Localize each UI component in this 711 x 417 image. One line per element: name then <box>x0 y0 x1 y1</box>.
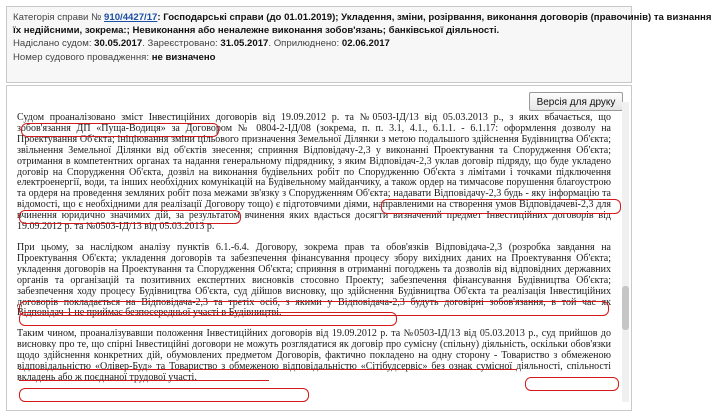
paragraph-3 <box>17 329 611 384</box>
paragraph-2 <box>17 243 611 319</box>
case-info-panel <box>6 6 711 83</box>
p2-line: Будівництва Об'єкта; забезпечення ходу процесу Будівництва Об'єкта, суд дійшов висновку, що здійснення Будівництва Об'єкта та <box>17 274 611 297</box>
p2-line: від відповідних державних органів та організацій та позитивних експертних висновків стосовно Проекту; забезпечення фінансування <box>17 263 612 286</box>
p3-line: обмеженою відповідальністю «Олівер-Буд» та Товариство з обмеженою відповідальністю «Сітібудсервіс» без ознак сумісної <box>17 350 611 373</box>
category-separator: : <box>157 12 164 23</box>
scrollbar-thumb[interactable] <box>622 286 629 330</box>
dates-line <box>13 37 625 50</box>
p1-line: Об'єкта; отримання в компетентних органах та надання генеральному підряднику, з яким Відповідач-2,3 уклав договір підряду, що <box>17 144 611 167</box>
p1-line: Інвестиційних договорів від 19.09.2012 р. та №0503-ІД/13 від 05.03.2013 р. <box>17 210 612 233</box>
category-line-2 <box>13 24 625 37</box>
p1-line: Об'єкта; звільнення Земельної Ділянки від об'єктів знесення; сприяння Відповідачу-2,3 у виконанні Проектування та Спорудження <box>17 133 611 156</box>
published-label: . Оприлюднено: <box>268 38 342 50</box>
category-text-1: Господарські справи (до 01.01.2019); Укладення, зміни, розірвання, виконання договорів (правочинів) та визнання <box>163 12 711 23</box>
p2-line: Проектування Об'єкта; укладення договорів та забезпечення фінансування процесу збору вихідних даних на <box>17 252 507 264</box>
p3-line: до висновку про те, що спірні Інвестиційні договори не можуть розглядатися як договір про сумісну (спільну) діяльність, оскільки <box>17 328 611 351</box>
p3-line: Таким чином, проаналізувавши положення Інвестиційних договорів від 19.09.2012 р. та №0503-ІД/13 від 05.03.2013 р., суд прийшов <box>17 328 598 340</box>
p2-line: Проектування Об'єкта; укладення договорів на Проектування та Спорудження Об'єкта; сприяння в отриманні погоджень та дозволів <box>17 252 612 275</box>
category-line-1 <box>13 11 711 24</box>
p1-line: підключення електроенергії, води, та інших необхідних комунікацій на Будівельному майданчику, а також ордер на тимчасове <box>17 166 612 189</box>
published-date: 02.06.2017 <box>341 38 390 50</box>
vertical-scrollbar[interactable] <box>622 102 629 402</box>
p1-line: Проектування Об'єкта; ініціювання зміни цільового призначення Земельної Ділянки з метою подальшого здійснення Будівництва <box>17 133 574 145</box>
p3-line: обов'язки щодо здійснення конкретних дій, обумовлених предметом Договорів, фактично покладено на одну сторону - Товариство з <box>17 339 611 362</box>
category-text-2: їх недійсними, зокрема:; Невиконання або неналежне виконання зобов'язань; банківської діяльності. <box>13 25 500 37</box>
p1-line: Судом проаналізовано зміст Інвестиційних договорів від 19.09.2012 р. та №0503-ІД/13 від 05.03.2013 р., з яких вбачається, що <box>17 112 611 123</box>
proceeding-value: не визначено <box>151 51 216 63</box>
p2-line: зобов'язання, в той час як Відповідач-1 не приймає безпосередньої участі в Будівництві. <box>17 296 612 319</box>
print-version-button[interactable]: Версія для друку <box>529 92 623 111</box>
p1-line: порушення благоустрою та ордеря на проведення земляних робіт поза межами зв'язку з Спорудженням Об'єкта; надавати Відповідачу-2,3 будь <box>17 177 611 200</box>
paragraph-1 <box>17 113 611 233</box>
p1-line: - яку інформацію та відомості, що є необхідними для реалізації Договору тощо) є підготовчими діями, направленими на створення <box>17 188 612 211</box>
sent-date: 30.05.2017 <box>94 38 143 50</box>
p2-line: реалізація Інвестиційних договорів покладається на Відповідача-2,3 та третіх осіб, з якими у Відповідача-2,3 будуть договірні <box>17 285 611 308</box>
category-label: Категорія справи № <box>13 12 105 23</box>
document-text <box>17 113 611 394</box>
p2-line: При цьому, за наслідком аналізу пунктів 6.1.-6.4. Договору, зокрема прав та обов'язків Відповідача-2,3 (розробка завдання на <box>17 241 611 253</box>
p1-line: зобов'язання ДП «Пуща-Водиця» за Договором № 0804-2-ІД/08 (зокрема, п. п. 3.1, 4.1., 6.1.1. - 6.1.17: оформлення дозволу на <box>17 122 611 134</box>
sent-label: Надіслано судом: <box>13 38 95 50</box>
p3-line: діяльності, спільності вкладень або ж поєднаної трудової участі. <box>17 361 612 383</box>
registered-date: 31.05.2017 <box>220 38 269 50</box>
proceeding-line <box>13 51 625 64</box>
p1-line: умов Відповідачеві-2,3 для вчинення юридично значимих дій, за результатом вчинення яких вдасться досягти визначений предмет <box>17 199 612 222</box>
p1-line: буде укладено договір на Спорудження Об'єкта, дозвіл на виконання будівельних робіт по Спорудженню Об'єкта з лімітами і точками <box>17 155 612 178</box>
document-viewer <box>6 85 632 411</box>
proceeding-label: Номер судового провадження: <box>13 51 152 63</box>
case-number-link[interactable]: 910/4427/17 <box>104 12 158 23</box>
registered-label: . Зареєстровано: <box>142 38 221 50</box>
